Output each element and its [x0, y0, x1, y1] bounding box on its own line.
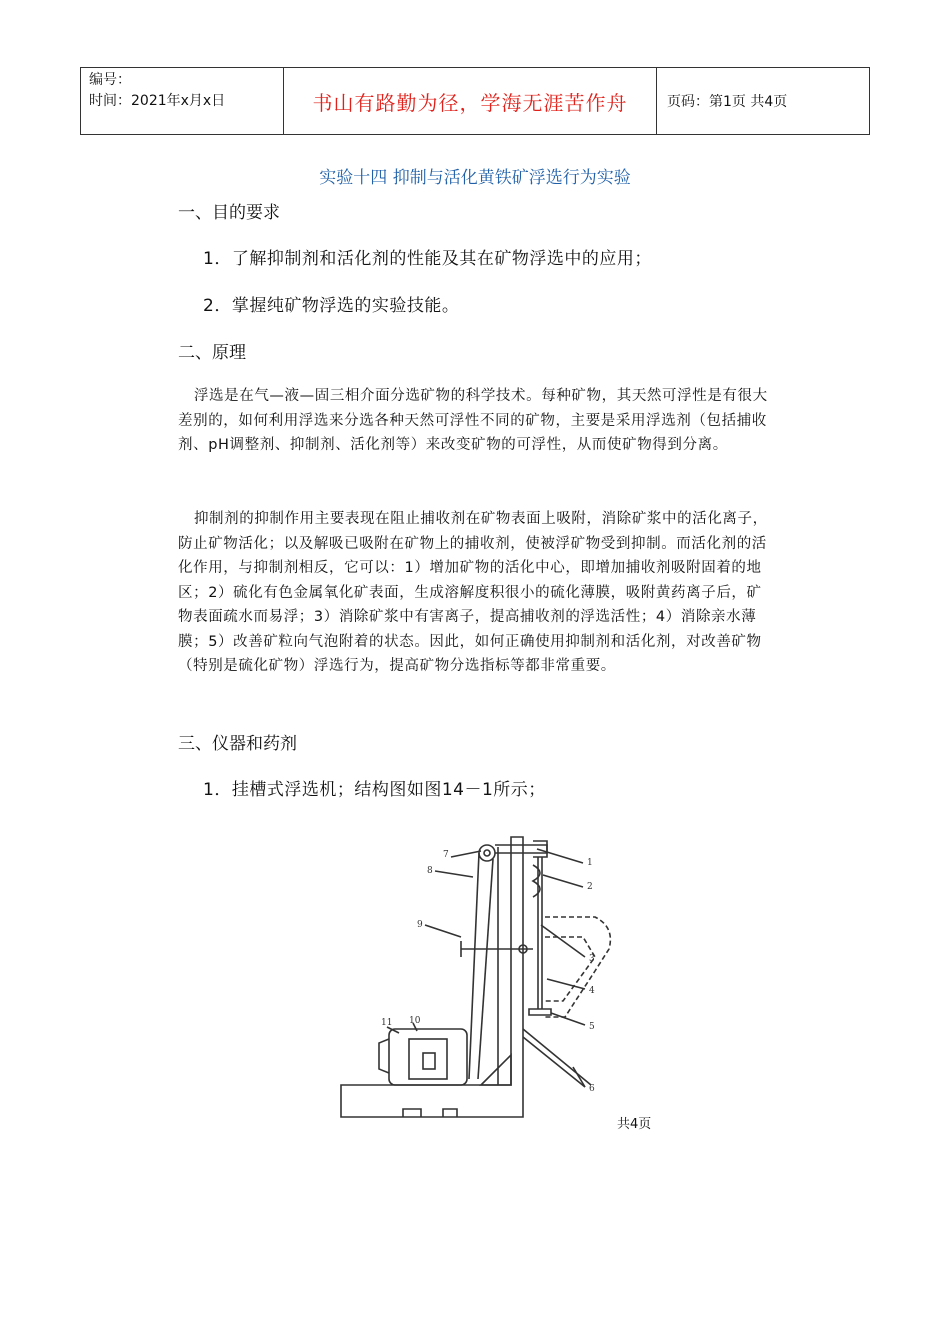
- header-meta: [81, 68, 284, 134]
- pulley: [479, 845, 495, 861]
- label-2: 2: [587, 882, 593, 892]
- doc-number: 编号：: [89, 72, 131, 88]
- header-motto: 书山有路勤为径，学海无涯苦作舟: [284, 68, 657, 134]
- section1-heading: 一、目的要求: [178, 203, 280, 223]
- belt: [469, 853, 479, 1079]
- label-3: 3: [589, 954, 595, 964]
- document-title: 实验十四 抑制与活化黄铁矿浮选行为实验: [319, 168, 631, 188]
- page-footer: 共4页: [617, 1117, 652, 1132]
- section3-heading: 三、仪器和药剂: [178, 734, 297, 754]
- label-7: 7: [443, 850, 449, 860]
- flotation-cell: [545, 917, 610, 1017]
- label-11: 11: [381, 1018, 393, 1028]
- principle-paragraph-1: 浮选是在气—液—固三相介面分选矿物的科学技术。每种矿物，其天然可浮性是有很大差别的，如何利用浮选来分选各种天然可浮性不同的矿物，主要是采用浮选剂（包括捕收剂、pH调整剂、抑制剂、活化剂等）来改变矿物的可浮性，从而使矿物得到分离。: [178, 388, 768, 453]
- principle-paragraph-2: 抑制剂的抑制作用主要表现在阻止捕收剂在矿物表面上吸附，消除矿浆中的活化离子，防止矿物活化；以及解吸已吸附在矿物上的捕收剂，使被浮矿物受到抑制。而活化剂的活化作用，与抑制剂相反，它可以：1）增加矿物的活化中心，即增加捕收剂吸附固着的地区；2）硫化有色金属氧化矿表面，生成溶解度积很小的硫化薄膜，吸附黄药离子后，矿物表面疏水而易浮；3）消除矿浆中有害离子，提高捕收剂的浮选活性；4）消除亲水薄膜；5）改善矿粒向气泡附着的状态。因此，如何正确使用抑制剂和活化剂，对改善矿物（特别是硫化矿物）浮选行为，提高矿物分选指标等都非常重要。: [178, 511, 768, 674]
- header-table: [80, 67, 870, 135]
- motor: [389, 1029, 467, 1085]
- label-6: 6: [589, 1084, 595, 1094]
- label-4: 4: [589, 986, 595, 996]
- doc-date: 时间：2021年x月x日: [89, 93, 226, 109]
- section3-item-1: 1．挂槽式浮选机；结构图如图14－1所示；: [203, 780, 546, 800]
- label-10: 10: [409, 1016, 421, 1026]
- impeller: [529, 1009, 551, 1015]
- label-5: 5: [589, 1022, 595, 1032]
- section1-item-2: 2．掌握纯矿物浮选的实验技能。: [203, 296, 460, 316]
- label-8: 8: [427, 866, 433, 876]
- label-1: 1: [587, 858, 593, 868]
- section1-item-1: 1．了解抑制剂和活化剂的性能及其在矿物浮选中的应用；: [203, 249, 652, 269]
- flotation-machine-diagram: [333, 817, 645, 1155]
- label-9: 9: [417, 920, 423, 930]
- machine-frame: [341, 837, 523, 1117]
- section2-heading: 二、原理: [178, 343, 246, 363]
- header-page-info: 页码：第1页 共4页: [667, 94, 788, 110]
